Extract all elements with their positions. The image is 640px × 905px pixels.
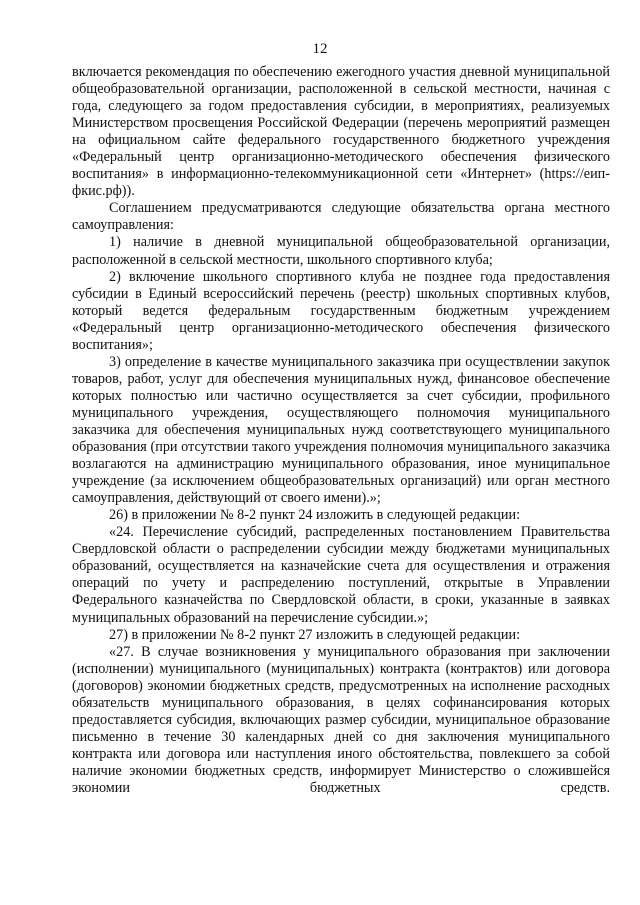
paragraph-continuation: включается рекомендация по обеспечению ежегодного участия дневной муниципальной общеобразовательной организации, расположенной в сельской местности, начиная с года, следующего за годом предоставления субсидии, в мероприятиях, реализуемых Министерством просвещения Российской Федерации (перечень мероприятий размещен на официальном сайте федерального государственного бюджетного учреждения «Федеральный центр организационно-методического обеспечения физического воспитания» в информационно-телекоммуникационной сети «Интернет» (https://еип-фкис.рф)). [72, 64, 610, 200]
page-number: 12 [312, 41, 328, 57]
paragraph-item-2: 2) включение школьного спортивного клуба не позднее года предоставления субсидии в Единый всероссийский перечень (реестр) школьных спортивных клубов, который ведется федеральным государственным бюджетным учреждением «Федеральный центр организационно-методического обеспечения физического воспитания»; [72, 268, 610, 353]
paragraph-item-1: 1) наличие в дневной муниципальной общеобразовательной организации, расположенной в сельской местности, школьного спортивного клуба; [72, 234, 610, 268]
paragraph-amendment-27: 27) в приложении № 8-2 пункт 27 изложить в следующей редакции: [109, 626, 521, 643]
paragraph-clause-24: «24. Перечисление субсидий, распределенных постановлением Правительства Свердловской области о распределении субсидии между бюджетами муниципальных образований, осуществляется на казначейские счета для осуществления и отражения операций по учету и распределению поступлений, открытые в Управлении Федерального казначейства по Свердловской области, в сроки, указанные в заявках муниципальных образований на перечисление субсидии.»; [72, 524, 610, 626]
paragraph-clause-27: «27. В случае возникновения у муниципального образования при заключении (исполнении) муниципального (муниципальных) контракта (контрактов) или договора (договоров) экономии бюджетных средств, предусмотренных на исполнение расходных обязательств муниципального образования, в целях софинансирования которых предоставляется субсидия, включающих размер субсидии, муниципальное образование письменно в течение 30 календарных дней со дня заключения муниципального контракта или договора или наступления иного обстоятельства, повлекшего за собой наличие экономии бюджетных средств, информирует Министерство о сложившейся экономии бюджетных средств. [72, 643, 610, 796]
paragraph-amendment-26: 26) в приложении № 8-2 пункт 24 изложить в следующей редакции: [109, 507, 521, 524]
paragraph-item-3: 3) определение в качестве муниципального заказчика при осуществлении закупок товаров, работ, услуг для обеспечения муниципальных нужд, финансовое обеспечение которых полностью или частично осуществляется за счет субсидии, профильного муниципального учреждения, осуществляющего полномочия муниципального заказчика для обеспечения муниципальных нужд соответствующего муниципального образования (при отсутствии такого учреждения полномочия муниципального заказчика возлагаются на администрацию муниципального образования, иное муниципальное учреждение (за исключением общеобразовательных организаций) или орган местного самоуправления, действующий от своего имени).»; [72, 353, 610, 507]
paragraph-obligations-intro: Соглашением предусматриваются следующие обязательства органа местного самоуправления: [72, 200, 610, 234]
document-body [72, 64, 610, 797]
